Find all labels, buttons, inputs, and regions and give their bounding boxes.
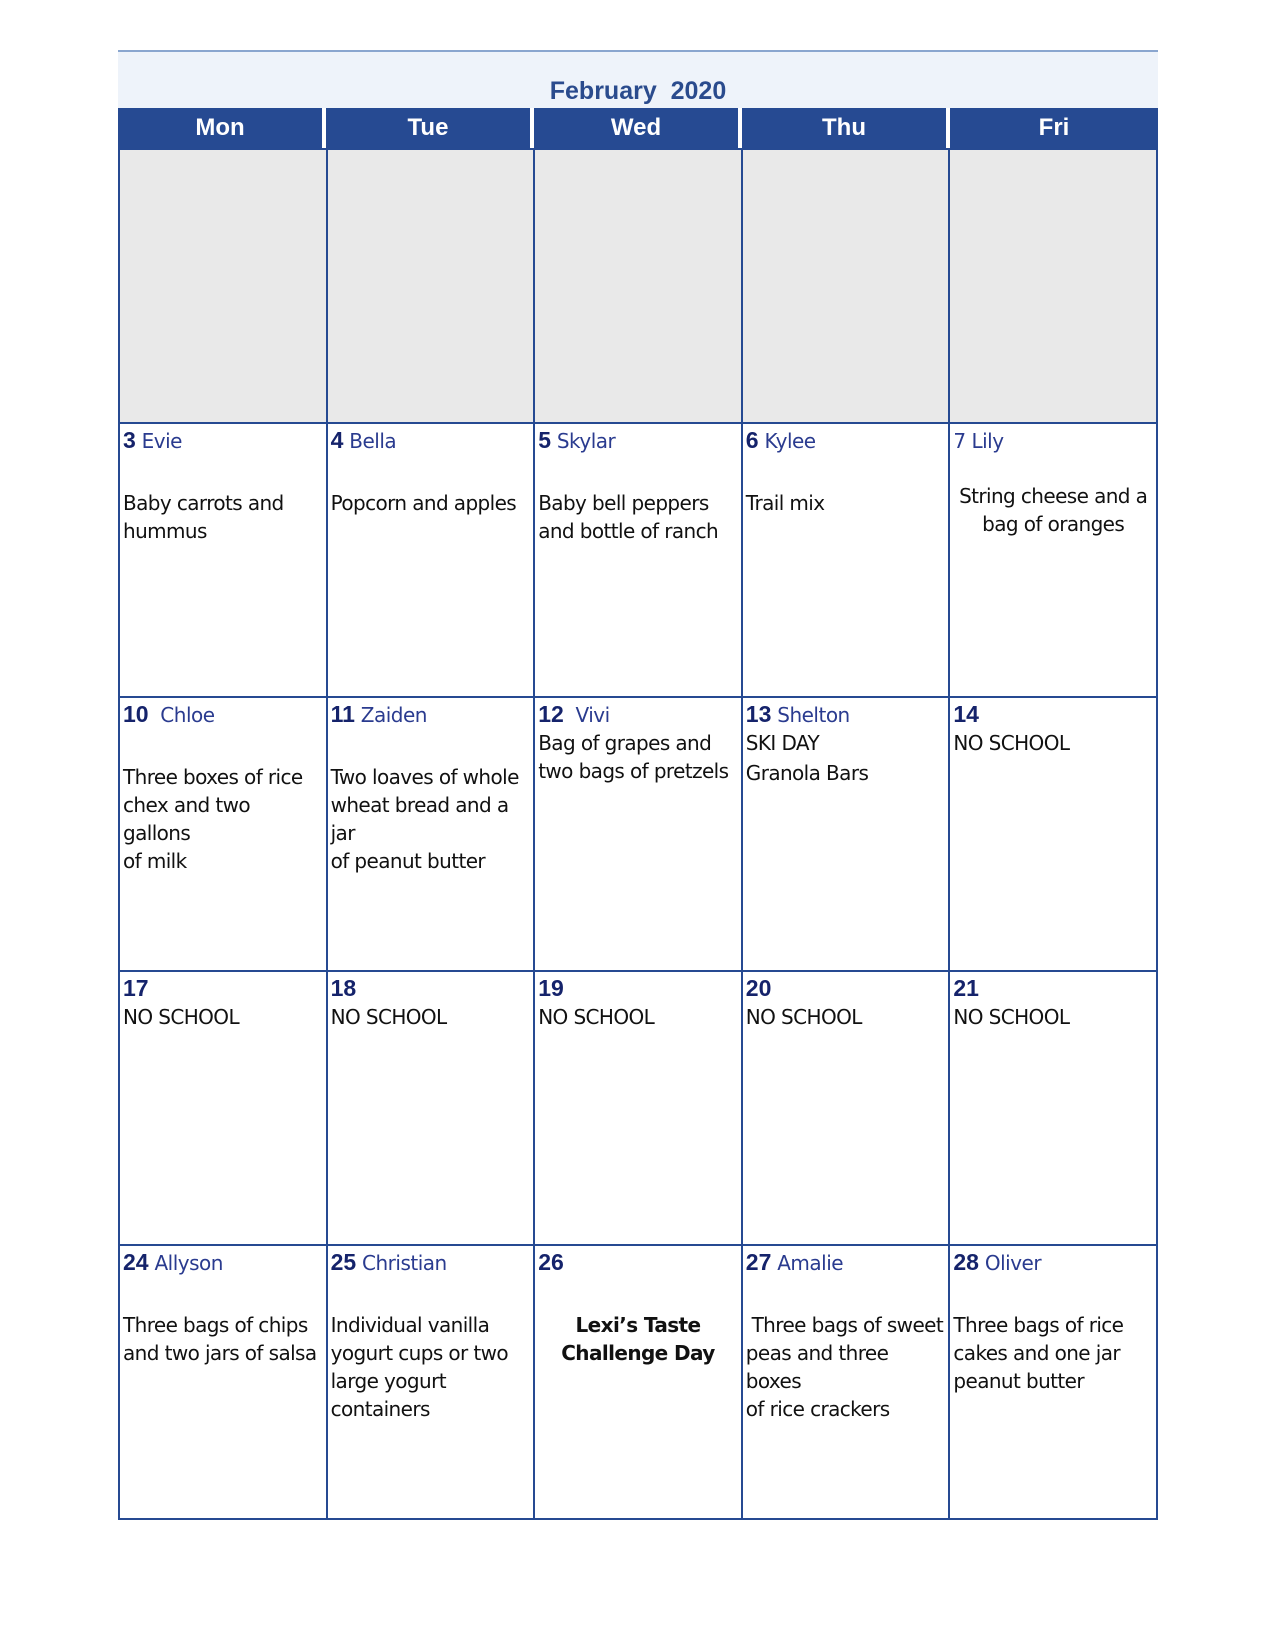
date-line — [953, 426, 1153, 455]
date-line — [123, 974, 323, 1003]
date-number: 21 — [953, 975, 979, 1001]
date-line — [953, 700, 1153, 729]
date-number: 7 — [953, 429, 966, 453]
date-line — [123, 1248, 323, 1277]
date-line — [331, 426, 531, 455]
day-cell — [535, 972, 743, 1246]
weekday-fri: Fri — [950, 108, 1158, 148]
date-number: 24 — [123, 1249, 149, 1275]
day-cell — [328, 972, 536, 1246]
date-number: 11 — [330, 701, 355, 727]
day-cell — [950, 698, 1158, 972]
day-cell — [743, 424, 951, 698]
date-number: 25 — [330, 1249, 357, 1275]
snack-note: Trail mix — [745, 491, 825, 515]
calendar-grid — [118, 148, 1158, 1520]
date-line — [538, 1248, 738, 1277]
day-cell-empty — [328, 150, 536, 424]
day-cell — [120, 972, 328, 1246]
day-cell — [743, 698, 951, 972]
calendar-title-bar — [118, 50, 1158, 108]
snack-note: Three bags of chips and two jars of salsa — [123, 1313, 317, 1365]
day-cell-empty — [535, 150, 743, 424]
day-cell — [535, 698, 743, 972]
snack-note: Baby bell peppers and bottle of ranch — [538, 491, 719, 543]
day-cell — [120, 1246, 328, 1520]
date-line — [331, 1248, 531, 1277]
student-name: Kylee — [758, 429, 816, 453]
month-title: February 2020 — [549, 77, 727, 105]
date-number: 18 — [330, 975, 357, 1001]
date-number: 3 — [123, 427, 136, 453]
date-number: 6 — [745, 427, 759, 453]
event-note: NO SCHOOL — [953, 1005, 1070, 1029]
day-cell-empty — [950, 150, 1158, 424]
date-number: 19 — [538, 975, 564, 1001]
day-cell — [950, 424, 1158, 698]
student-name: Bella — [343, 429, 397, 453]
weekday-mon: Mon — [118, 108, 322, 148]
snack-note: Popcorn and apples — [330, 491, 517, 515]
day-cell — [950, 972, 1158, 1246]
date-number: 14 — [953, 701, 979, 727]
student-name: Skylar — [550, 429, 616, 453]
calendar — [118, 50, 1158, 1520]
day-cell — [328, 698, 536, 972]
date-line — [538, 426, 738, 455]
student-name: Allyson — [148, 1251, 223, 1275]
event-note: NO SCHOOL — [745, 1005, 862, 1029]
date-line — [123, 426, 323, 455]
date-line — [538, 974, 738, 1003]
event-note: SKI DAY — [745, 731, 820, 755]
date-line — [746, 974, 946, 1003]
day-cell — [328, 1246, 536, 1520]
day-cell — [743, 972, 951, 1246]
day-cell-empty — [743, 150, 951, 424]
day-cell — [120, 424, 328, 698]
date-number: 27 — [745, 1249, 772, 1275]
snack-note: Bag of grapes and two bags of pretzels — [538, 731, 729, 783]
date-number: 12 — [538, 701, 564, 727]
date-line — [331, 974, 531, 1003]
event-note: NO SCHOOL — [953, 731, 1070, 755]
student-name: Lily — [965, 429, 1004, 453]
weekday-tue: Tue — [326, 108, 530, 148]
student-name: Christian — [356, 1251, 447, 1275]
day-cell — [950, 1246, 1158, 1520]
date-line — [538, 700, 738, 729]
snack-note: Two loaves of whole wheat bread and a jar of peanut butter — [330, 765, 519, 873]
snack-note: Three boxes of rice chex and two gallons of milk — [123, 765, 303, 873]
day-cell — [535, 1246, 743, 1520]
event-note: Lexi’s Taste Challenge Day — [561, 1313, 715, 1365]
student-name: Shelton — [771, 703, 850, 727]
snack-note: String cheese and a bag of oranges — [959, 484, 1148, 536]
student-name: Chloe — [148, 703, 215, 727]
date-number: 28 — [953, 1249, 979, 1275]
date-number: 5 — [538, 427, 551, 453]
date-number: 26 — [538, 1249, 564, 1275]
date-line — [331, 700, 531, 729]
snack-note: Three bags of rice cakes and one jar peanut butter — [953, 1313, 1124, 1393]
weekday-wed: Wed — [534, 108, 738, 148]
date-number: 10 — [123, 701, 149, 727]
date-line — [746, 426, 946, 455]
date-line — [746, 700, 946, 729]
day-cell — [328, 424, 536, 698]
student-name: Oliver — [978, 1251, 1042, 1275]
date-number: 17 — [123, 975, 149, 1001]
event-note: NO SCHOOL — [538, 1005, 655, 1029]
event-note: NO SCHOOL — [330, 1005, 447, 1029]
date-number: 20 — [745, 975, 772, 1001]
student-name: Zaiden — [354, 703, 427, 727]
date-line — [953, 974, 1153, 1003]
day-cell — [120, 698, 328, 972]
date-number: 4 — [330, 427, 344, 453]
weekday-thu: Thu — [742, 108, 946, 148]
day-cell — [743, 1246, 951, 1520]
date-line — [953, 1248, 1153, 1277]
day-cell-empty — [120, 150, 328, 424]
snack-note: Three bags of sweet peas and three boxes of rice crackers — [745, 1313, 944, 1421]
weekday-header-row — [118, 108, 1158, 148]
day-cell — [535, 424, 743, 698]
date-line — [746, 1248, 946, 1277]
student-name: Evie — [135, 429, 182, 453]
date-line — [123, 700, 323, 729]
student-name: Vivi — [563, 703, 610, 727]
date-number: 13 — [745, 701, 772, 727]
snack-note: Baby carrots and hummus — [123, 491, 284, 543]
snack-note: Granola Bars — [745, 761, 869, 785]
snack-note: Individual vanilla yogurt cups or two large yogurt containers — [330, 1313, 509, 1421]
student-name: Amalie — [771, 1251, 844, 1275]
event-note: NO SCHOOL — [123, 1005, 239, 1029]
